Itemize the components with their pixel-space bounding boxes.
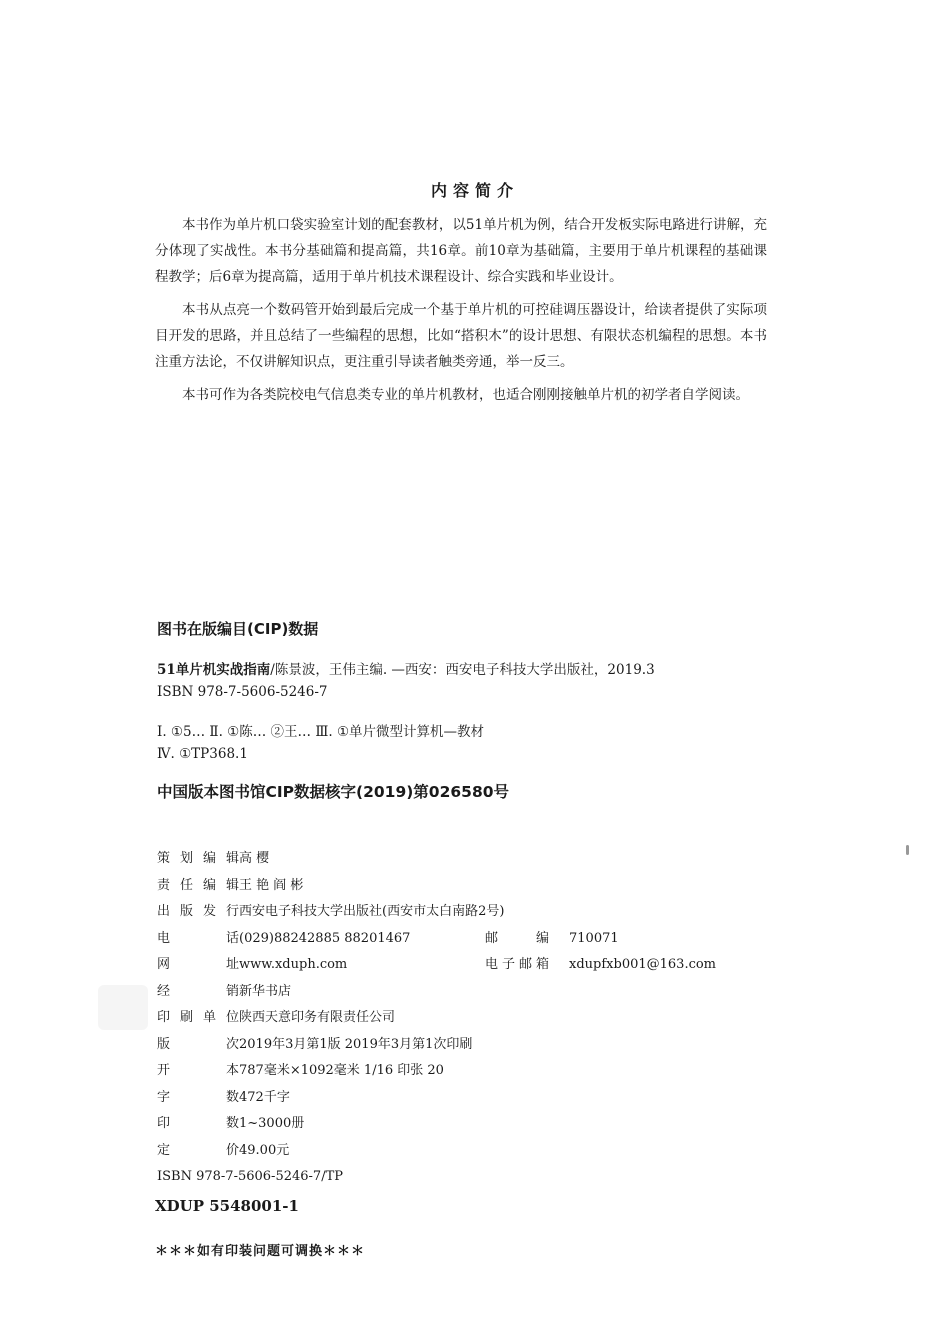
detail-label: 印 数 — [157, 1116, 239, 1131]
detail-row-distributor — [157, 979, 739, 1006]
detail-value: 2019年3月第1版 2019年3月第1次印刷 — [239, 1036, 473, 1052]
isbn-full: ISBN 978-7-5606-5246-7/TP — [157, 1169, 343, 1184]
detail-value: 472千字 — [239, 1089, 290, 1105]
scan-speck — [906, 845, 909, 855]
faded-stamp-mark — [98, 985, 148, 1030]
detail-label: 开 本 — [157, 1063, 239, 1078]
xdup-code: XDUP 5548001-1 — [155, 1197, 299, 1215]
detail-value: 陕西天意印务有限责任公司 — [239, 1010, 396, 1025]
cip-classification-2: Ⅳ. ①TP368.1 — [157, 746, 248, 762]
detail-label: 责 任 编 辑 — [157, 877, 239, 893]
cip-book-title: 51单片机实战指南 — [157, 662, 271, 678]
detail-row-responsible-editor — [157, 873, 739, 900]
detail-row-edition — [157, 1032, 739, 1059]
detail-label: 经 销 — [157, 983, 239, 999]
intro-paragraph-2: 本书从点亮一个数码管开始到最后完成一个基于单片机的可控硅调压器设计，给读者提供了实际项目开发的思路，并且总结了一些编程的思想，比如“搭积木”的设计思想、有限状态机编程的思想。本书注重方法论，不仅讲解知识点，更注重引导读者触类旁通，举一反三。 — [155, 302, 767, 370]
intro-title: 内容简介 — [430, 181, 519, 200]
detail-value-2: xdupfxb001@163.com — [569, 957, 717, 972]
intro-paragraph-1: 本书作为单片机口袋实验室计划的配套教材，以51单片机为例，结合开发板实际电路进行讲解，充分体现了实战性。本书分基础篇和提高篇，共16章。前10章为基础篇，主要用于单片机课程的基础课程教学；后6章为提高篇，适用于单片机技术课程设计、综合实践和毕业设计。 — [155, 217, 767, 285]
print-notice: ＊＊＊如有印装问题可调换＊＊＊ — [155, 1244, 366, 1259]
detail-row-printer — [157, 1005, 739, 1032]
detail-value: 新华书店 — [239, 983, 292, 999]
cip-classification-1: Ⅰ. ①5… Ⅱ. ①陈… ②王… Ⅲ. ①单片微型计算机—教材 — [157, 724, 485, 740]
detail-row-print-run — [157, 1111, 739, 1138]
detail-label: 版 次 — [157, 1036, 239, 1052]
detail-value: www.xduph.com — [239, 957, 348, 972]
cip-book-authors: /陈景波，王伟主编. —西安：西安电子科技大学出版社，2019.3 — [270, 662, 655, 678]
detail-value: 王 艳 阎 彬 — [239, 877, 304, 893]
detail-label: 策 划 编 辑 — [157, 851, 239, 866]
intro-paragraph-3: 本书可作为各类院校电气信息类专业的单片机教材，也适合刚刚接触单片机的初学者自学阅读。 — [182, 387, 749, 403]
detail-value-2: 710071 — [569, 930, 619, 946]
detail-label: 印 刷 单 位 — [157, 1010, 239, 1025]
cip-title: 图书在版编目(CIP)数据 — [157, 620, 319, 638]
detail-row-website — [157, 952, 739, 979]
cip-record-number: 中国版本图书馆CIP数据核字(2019)第026580号 — [157, 783, 510, 801]
intro-body — [155, 212, 767, 408]
detail-row-price — [157, 1138, 739, 1165]
detail-value: 西安电子科技大学出版社(西安市太白南路2号) — [239, 904, 505, 919]
detail-label: 定 价 — [157, 1142, 239, 1158]
detail-value: 1~3000册 — [239, 1116, 305, 1131]
detail-value: (029)88242885 88201467 — [239, 930, 411, 946]
detail-label-2: 电 子 邮 箱 — [485, 957, 549, 972]
publication-details — [157, 846, 739, 1191]
detail-row-isbn — [157, 1164, 739, 1191]
detail-row-format — [157, 1058, 739, 1085]
detail-row-publisher — [157, 899, 739, 926]
detail-row-phone — [157, 926, 739, 953]
detail-value: 787毫米×1092毫米 1/16 印张 20 — [239, 1063, 444, 1078]
detail-label: 网 址 — [157, 957, 239, 972]
detail-label: 出 版 发 行 — [157, 904, 239, 919]
detail-value: 49.00元 — [239, 1142, 290, 1158]
cip-book-line — [157, 658, 655, 678]
cip-isbn: ISBN 978-7-5606-5246-7 — [157, 684, 328, 700]
detail-label: 字 数 — [157, 1089, 239, 1105]
detail-row-planning-editor — [157, 846, 739, 873]
detail-row-word-count — [157, 1085, 739, 1112]
detail-value: 高 樱 — [239, 851, 270, 866]
detail-label: 电 话 — [157, 930, 239, 946]
detail-label-2: 邮 编 — [485, 930, 549, 946]
